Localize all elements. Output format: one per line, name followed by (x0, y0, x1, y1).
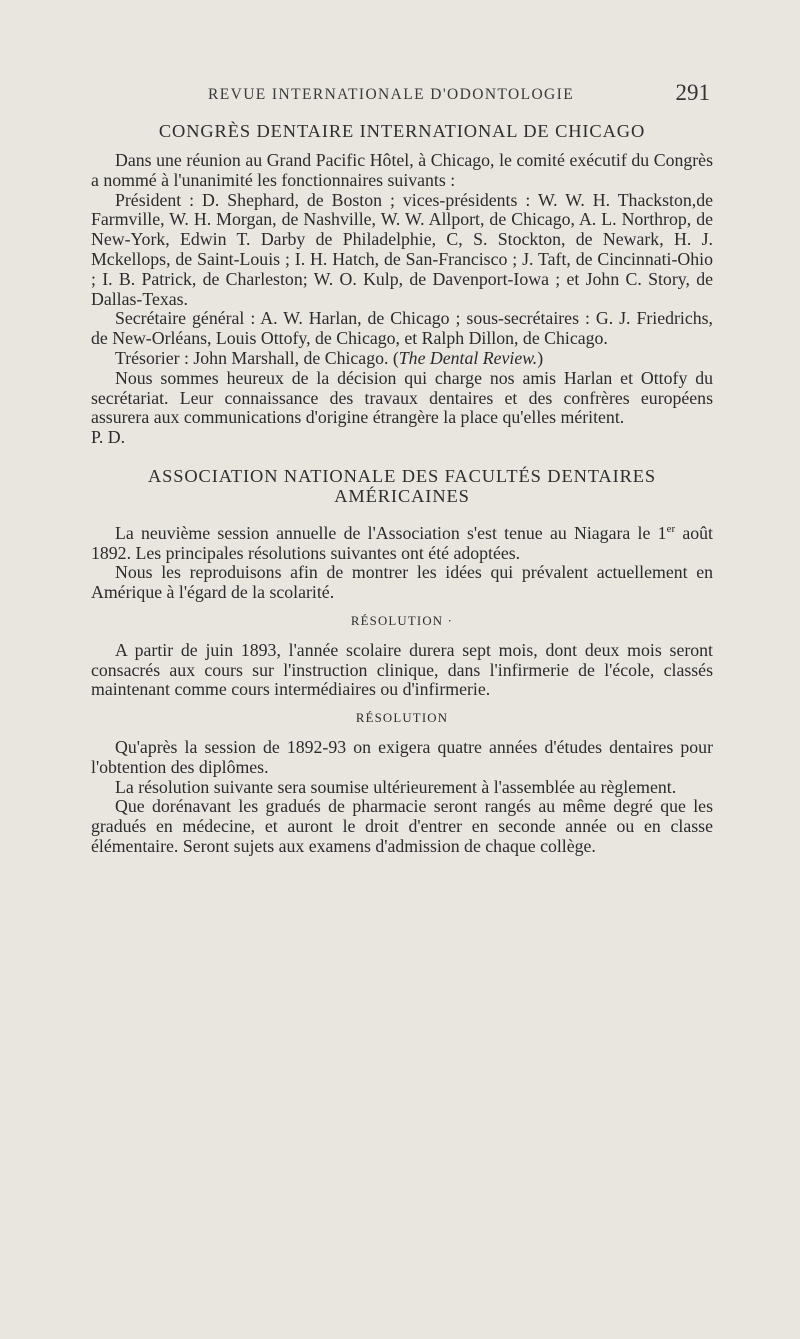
resolution-heading: RÉSOLUTION (355, 711, 449, 726)
superscript: er (666, 522, 676, 535)
page-body (91, 121, 713, 857)
paragraph (91, 520, 713, 564)
paragraph: A partir de juin 1893, l'année scolaire durera sept mois, dont deux mois seront consacrés aux cours sur l'instruction clinique, dans l'infirmerie de l'école, classés maintenant comme cours intermédiaires ou d'infirmerie. (91, 639, 713, 700)
paragraph: Nous sommes heureux de la décision qui charge nos amis Harlan et Ottofy du secrétariat. Leur connaissance des travaux dentaires et des confrères européens assurera aux communications d'origine étrangère la place qu'elles méritent. (91, 367, 713, 428)
running-head: REVUE INTERNATIONALE D'ODONTOLOGIE (208, 86, 575, 103)
paragraph: La résolution suivante sera soumise ultérieurement à l'assemblée au règlement. (115, 776, 677, 797)
paragraph: Qu'après la session de 1892-93 on exigera quatre années d'études dentaires pour l'obtention des diplômes. (91, 737, 713, 777)
section-title-congres: CONGRÈS DENTAIRE INTERNATIONAL DE CHICAGO (158, 121, 646, 141)
paragraph: Dans une réunion au Grand Pacific Hôtel, à Chicago, le comité exécutif du Congrès a nommé à l'unanimité les fonctionnaires suivants : (91, 150, 713, 190)
paragraph-text: août 1892. Les principales résolutions suivantes ont été adoptées. (91, 522, 713, 563)
resolution-heading: RÉSOLUTION · (350, 614, 454, 629)
paragraph-text: Trésorier : John Marshall, de Chicago. ( (115, 347, 399, 368)
signature: P. D. (91, 427, 126, 448)
page-header (90, 80, 710, 110)
paragraph-text: La neuvième session annuelle de l'Association s'est tenue au Niagara le 1 (115, 522, 667, 543)
source-citation: The Dental Review. (398, 347, 538, 368)
paragraph-text: ) (537, 347, 544, 368)
paragraph-tresorier (91, 349, 713, 369)
paragraph: Que dorénavant les gradués de pharmacie seront rangés au même degré que les gradués en médecine, et auront le droit d'entrer en seconde année ou en classe élémentaire. Seront sujets aux examens d'admission de chaque collège. (91, 796, 713, 857)
section-title-association (91, 466, 713, 506)
page-number: 291 (675, 80, 710, 105)
paragraph: Nous les reproduisons afin de montrer les idées qui prévalent actuellement en Amérique à l'égard de la scolarité. (91, 562, 713, 603)
section-title-line: ASSOCIATION NATIONALE DES FACULTÉS DENTAIRES (147, 465, 657, 486)
paragraph: Président : D. Shephard, de Boston ; vices-présidents : W. W. H. Thackston,de Farmville, W. H. Morgan, de Nashville, W. W. Allport, de Chicago, A. L. Northrop, de New-York, Edwin T. Darby de Philadelphie, C, S. Stockton, de Newark, H. J. Mckellops, de Saint-Louis ; I. H. Hatch, de San-Francisco ; J. Taft, de Cincinnati-Ohio ; I. B. Patrick, de Charleston; W. O. Kulp, de Davenport-Iowa ; et John C. Story, de Dallas-Texas. (91, 189, 713, 309)
section-title-line: AMÉRICAINES (334, 485, 470, 506)
paragraph: Secrétaire général : A. W. Harlan, de Chicago ; sous-secrétaires : G. J. Friedrichs, de New-Orléans, Louis Ottofy, de Chicago, et Ralph Dillon, de Chicago. (91, 308, 713, 349)
